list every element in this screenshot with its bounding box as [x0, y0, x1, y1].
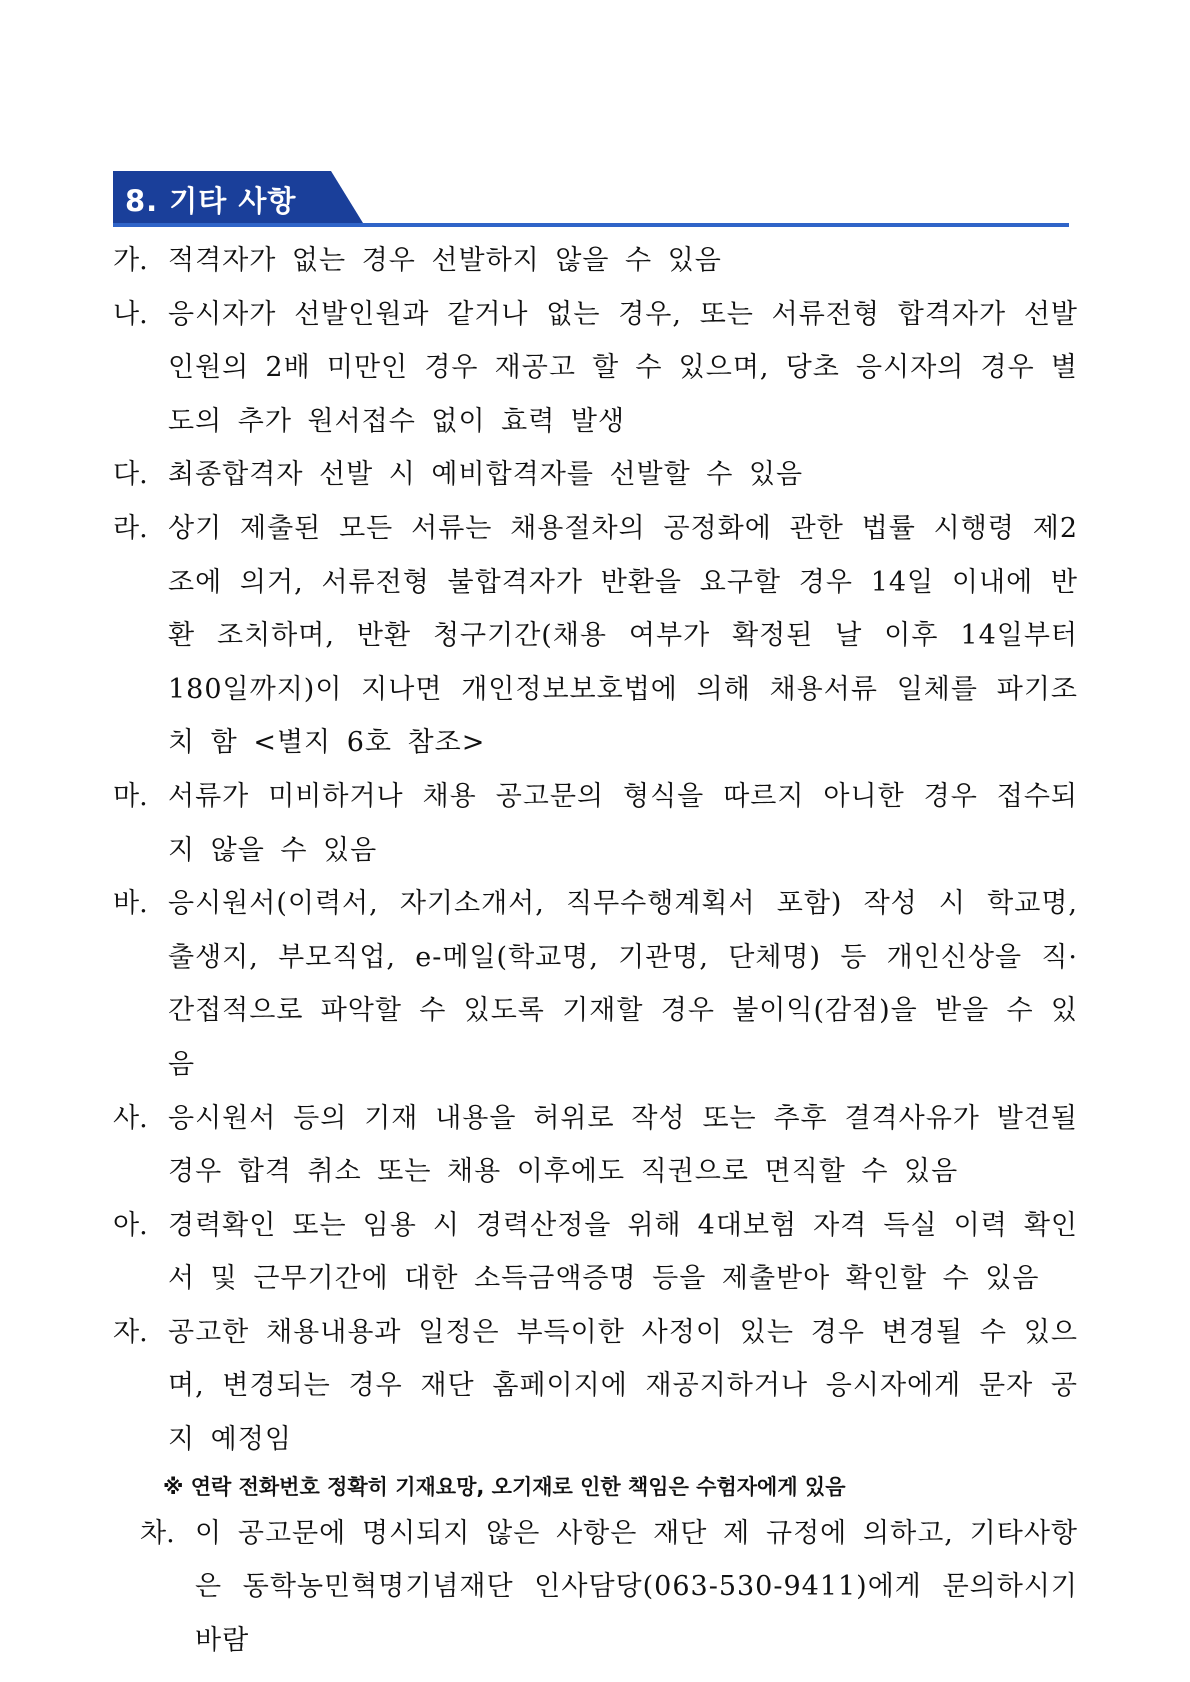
item-marker: 나.: [113, 298, 148, 330]
item-text: 최종합격자 선발 시 예비합격자를 선발할 수 있음: [168, 459, 804, 491]
item-marker: 바.: [113, 888, 148, 920]
list-item: [113, 288, 1078, 449]
list-item: [113, 502, 1078, 770]
item-text: 경력확인 또는 임용 시 경력산정을 위해 4대보험 자격 득실 이력 확인서 및 근무기간에 대한 소득금액증명 등을 제출받아 확인할 수 있음: [168, 1209, 1078, 1295]
item-marker: 아.: [113, 1209, 148, 1241]
item-text: 적격자가 없는 경우 선발하지 않을 수 있음: [168, 245, 722, 276]
list-item: [113, 1092, 1078, 1199]
item-text: 서류가 미비하거나 채용 공고문의 형식을 따르지 아니한 경우 접수되지 않을 수 있음: [168, 780, 1078, 866]
contact-notice: ※ 연락 전화번호 정확히 기재요망, 오기재로 인한 책임은 수험자에게 있음: [163, 1474, 846, 1499]
section-divider: [113, 223, 1069, 227]
list-item: [113, 1199, 1078, 1306]
item-marker: 라.: [113, 512, 148, 544]
list-item: [113, 1306, 1078, 1467]
item-marker: 마.: [113, 780, 148, 812]
item-marker: 다.: [113, 459, 148, 491]
list-item: [113, 234, 1078, 288]
item-marker: 차.: [140, 1517, 175, 1549]
item-marker: 자.: [113, 1316, 148, 1348]
item-text: 응시자가 선발인원과 같거나 없는 경우, 또는 서류전형 합격자가 선발인원의 2배 미만인 경우 재공고 할 수 있으며, 당초 응시자의 경우 별도의 추가 원서접수 없이 효력 발생: [168, 298, 1078, 437]
item-text: 응시원서(이력서, 자기소개서, 직무수행계획서 포함) 작성 시 학교명, 출생지, 부모직업, e-메일(학교명, 기관명, 단체명) 등 개인신상을 직·간접적으로 파악할 수 있도록 기재할 경우 불이익(감점)을 받을 수 있음: [168, 888, 1078, 1080]
notice-items: [113, 234, 1078, 1667]
list-item: [113, 877, 1078, 1091]
item-text: 공고한 채용내용과 일정은 부득이한 사정이 있는 경우 변경될 수 있으며, 변경되는 경우 재단 홈페이지에 재공지하거나 응시자에게 문자 공지 예정임: [168, 1316, 1078, 1456]
list-item: [113, 770, 1078, 877]
item-text: 이 공고문에 명시되지 않은 사항은 재단 제 규정에 의하고, 기타사항은 동학농민혁명기념재단 인사담당(063-530-9411)에게 문의하시기 바람: [195, 1517, 1078, 1656]
section-header: [113, 171, 1069, 227]
item-marker: 사.: [113, 1102, 148, 1134]
section-title: 8. 기타 사항: [125, 184, 297, 218]
item-text: 응시원서 등의 기재 내용을 허위로 작성 또는 추후 결격사유가 발견될 경우 합격 취소 또는 채용 이후에도 직권으로 면직할 수 있음: [168, 1102, 1078, 1188]
list-item-last: [140, 1507, 1078, 1668]
item-text: 상기 제출된 모든 서류는 채용절차의 공정화에 관한 법률 시행령 제2조에 의거, 서류전형 불합격자가 반환을 요구할 경우 14일 이내에 반환 조치하며, 반환 청구기간(채용 여부가 확정된 날 이후 14일부터 180일까지)이 지나면 개인정보보호법에 의해 채용서류 일체를 파기조치 함 <별지 6호 참조>: [168, 512, 1078, 759]
item-marker: 가.: [113, 245, 148, 276]
list-item: [113, 448, 1078, 502]
